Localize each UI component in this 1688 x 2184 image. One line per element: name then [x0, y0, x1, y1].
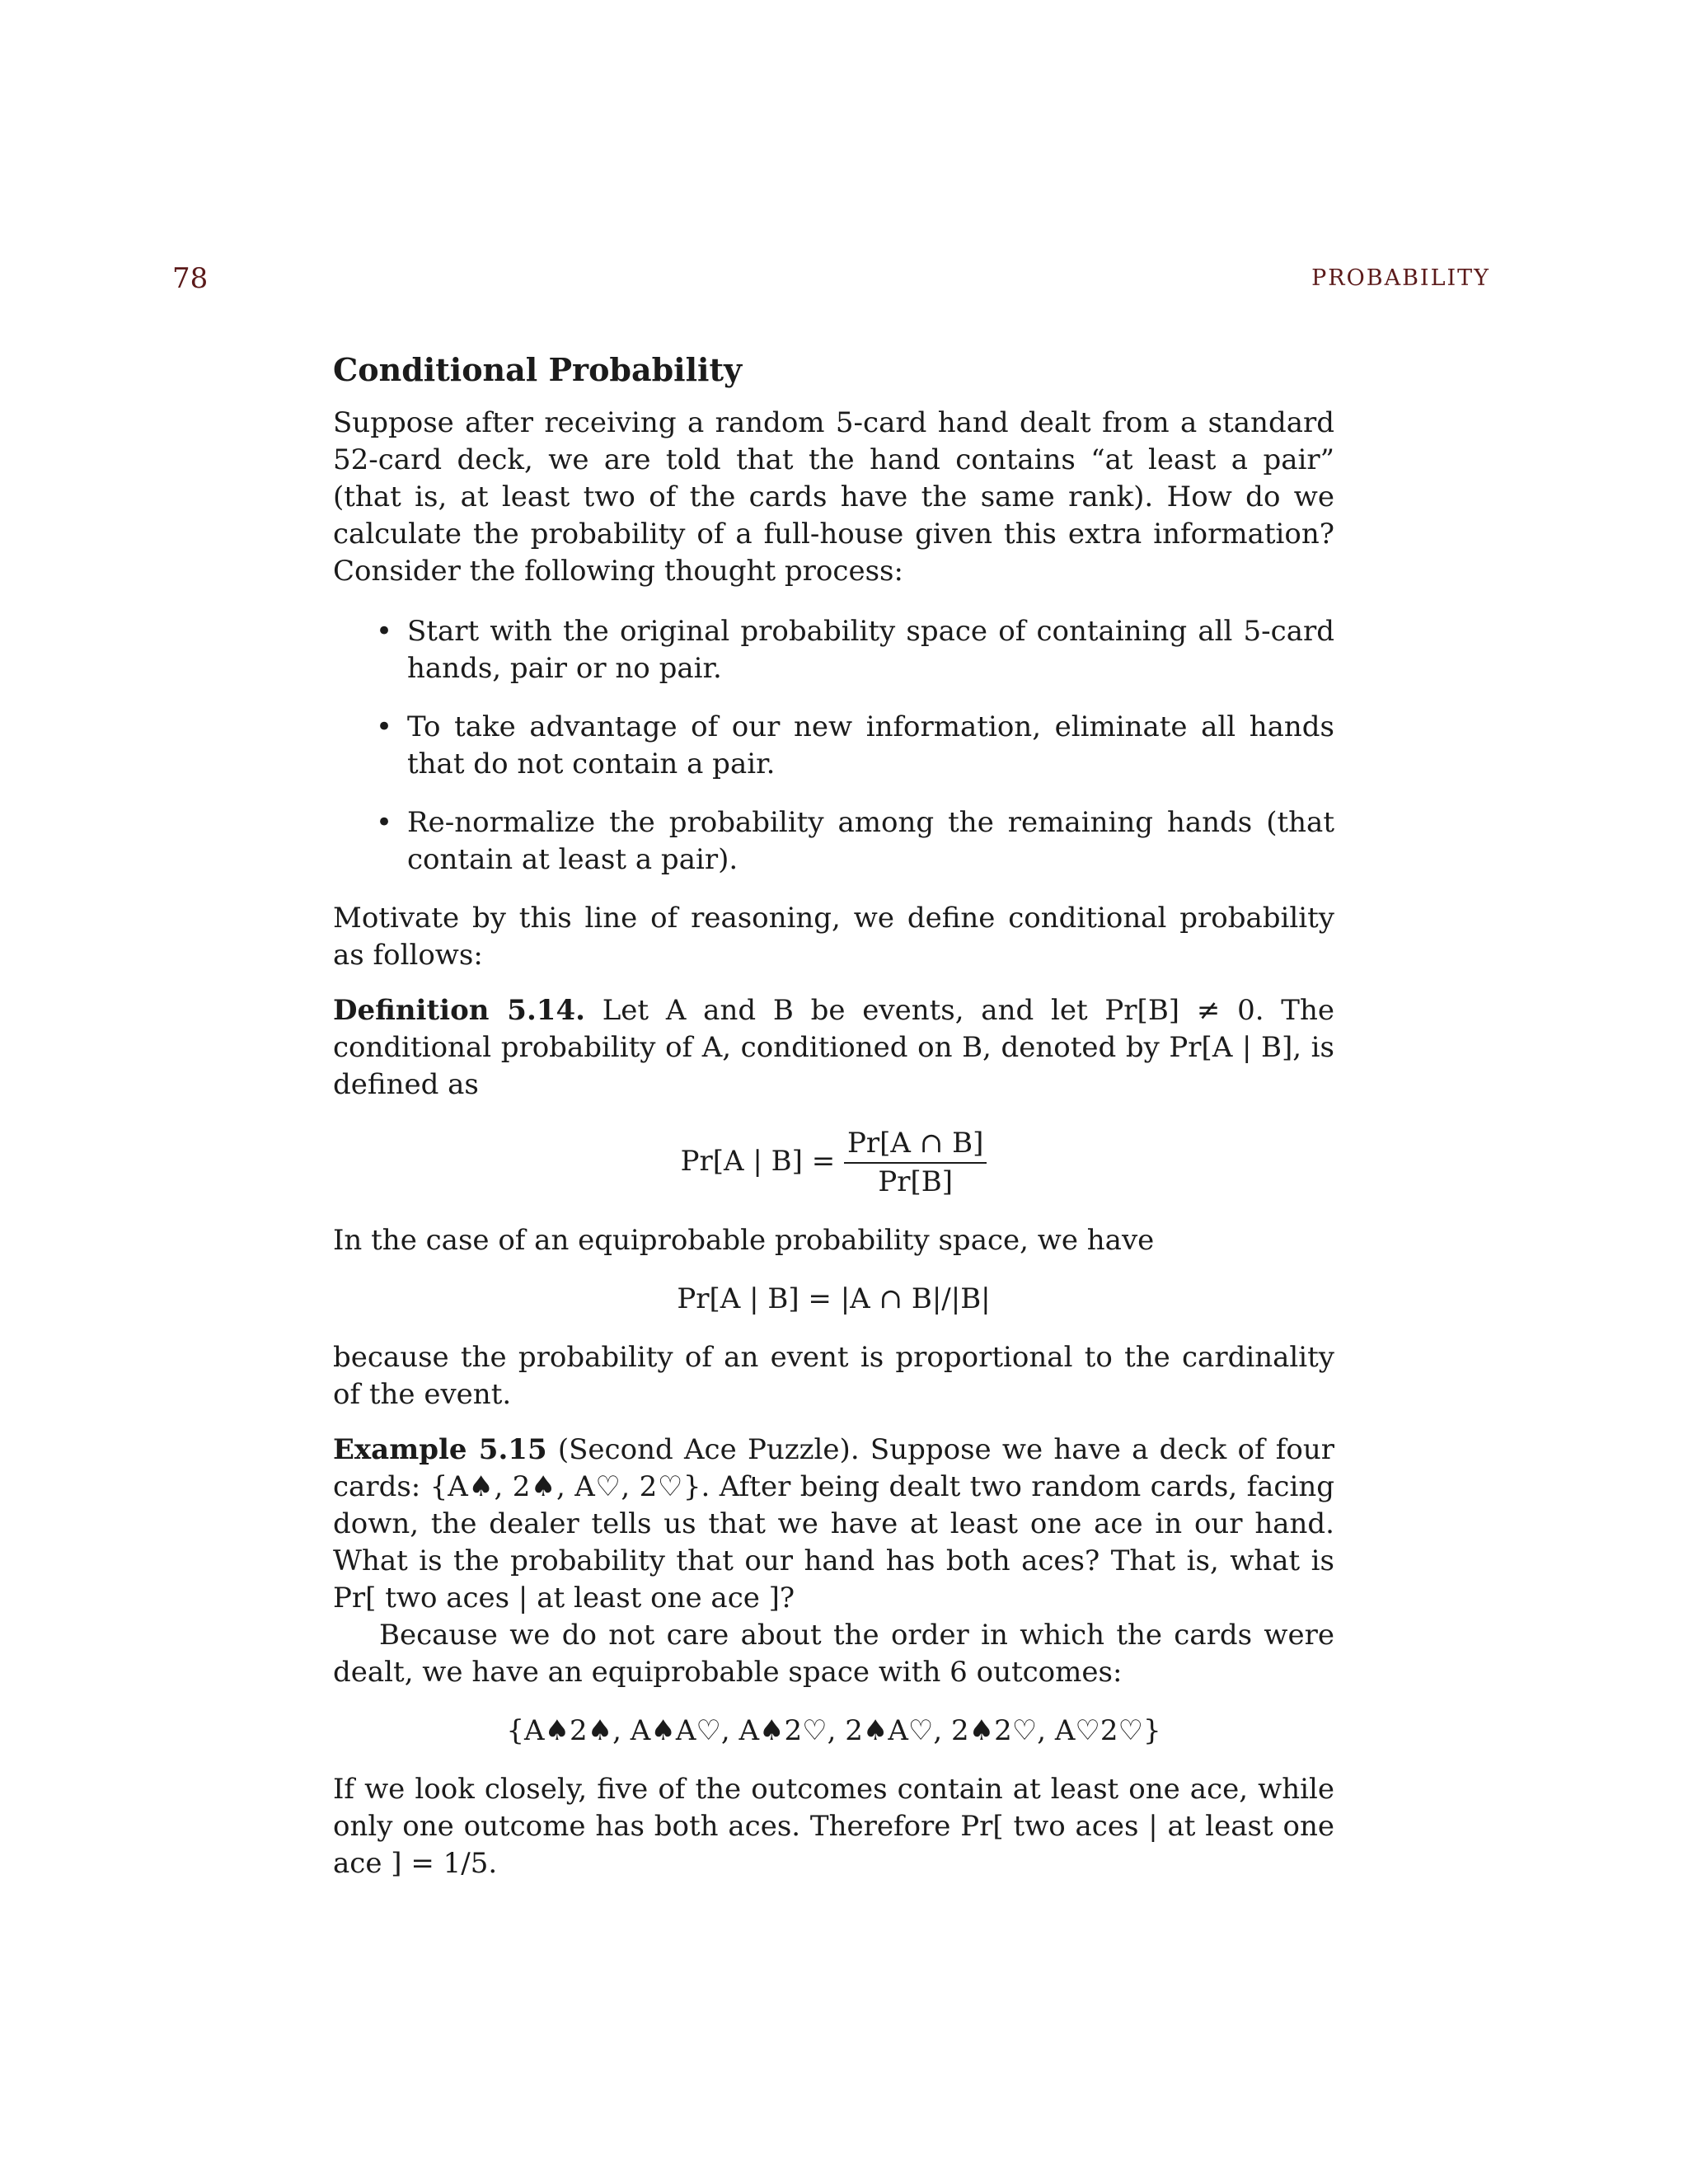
formula-fraction — [844, 1125, 987, 1201]
formula-denominator: Pr[B] — [878, 1165, 954, 1198]
example-label: Example 5.15 — [333, 1433, 547, 1466]
formula-numerator: Pr[A ∩ B] — [844, 1125, 987, 1164]
equiprobable-paragraph: In the case of an equiprobable probability space, we have — [333, 1224, 1155, 1257]
intro-paragraph: Suppose after receiving a random 5-card hand dealt from a standard 52-card deck, we are told that the hand contains “at least a pair” (that is, at least two of the cards have the same rank). How do we calculate the probability of a full-house given this extra information? Consider the following thought process: — [333, 406, 1334, 588]
list-item: • Start with the original probability space of containing all 5-card hands, pair or no pair. — [376, 615, 1334, 685]
motivation-paragraph: Motivate by this line of reasoning, we define conditional probability as follows: — [333, 902, 1334, 972]
list-item: • Re-normalize the probability among the remaining hands (that contain at least a pair). — [376, 806, 1334, 876]
outcomes-set: {A♠2♠, A♠A♡, A♠2♡, 2♠A♡, 2♠2♡, A♡2♡} — [506, 1714, 1161, 1747]
example-text: Suppose we have a deck of four cards: {A♠, 2♠, A♡, 2♡}. After being dealt two random cards, facing down, the dealer tells us that we have at least one ace in our hand. What is the probability that our hand has both aces? That is, what is Pr[ two aces | at least one ace ]? — [333, 1433, 1334, 1615]
conclusion-paragraph: If we look closely, five of the outcomes contain at least one ace, while only one outcome has both aces. Therefore Pr[ two aces | at least one ace ] = 1/5. — [333, 1773, 1334, 1880]
example-paragraph — [333, 1432, 1334, 1617]
conditional-probability-formula — [333, 1125, 1334, 1201]
section-title: Conditional Probability — [333, 351, 743, 388]
bullet-icon: • — [376, 806, 393, 839]
bullet-icon: • — [376, 615, 393, 648]
equiprobable-formula: Pr[A | B] = |A ∩ B|/|B| — [677, 1282, 991, 1315]
page-number: 78 — [172, 262, 209, 295]
formula-lhs: Pr[A | B] = — [680, 1145, 836, 1178]
page-content — [333, 350, 1334, 1882]
because-paragraph: because the probability of an event is proportional to the cardinality of the event. — [333, 1341, 1334, 1411]
definition-label: Definition 5.14. — [333, 994, 585, 1027]
running-head: PROBABILITY — [1311, 265, 1490, 291]
example-paragraph-2: Because we do not care about the order in which the cards were dealt, we have an equiprobable space with 6 outcomes: — [333, 1619, 1334, 1689]
example-name: (Second Ace Puzzle). — [557, 1433, 860, 1466]
thought-process-list — [333, 613, 1334, 879]
bullet-icon: • — [376, 710, 393, 743]
definition-paragraph — [333, 992, 1334, 1104]
list-item: • To take advantage of our new information, eliminate all hands that do not contain a pair. — [376, 710, 1334, 780]
definition-text: Let A and B be events, and let Pr[B] ≠ 0. The conditional probability of A, conditioned on B, denoted by Pr[A | B], is defined as — [333, 994, 1334, 1101]
